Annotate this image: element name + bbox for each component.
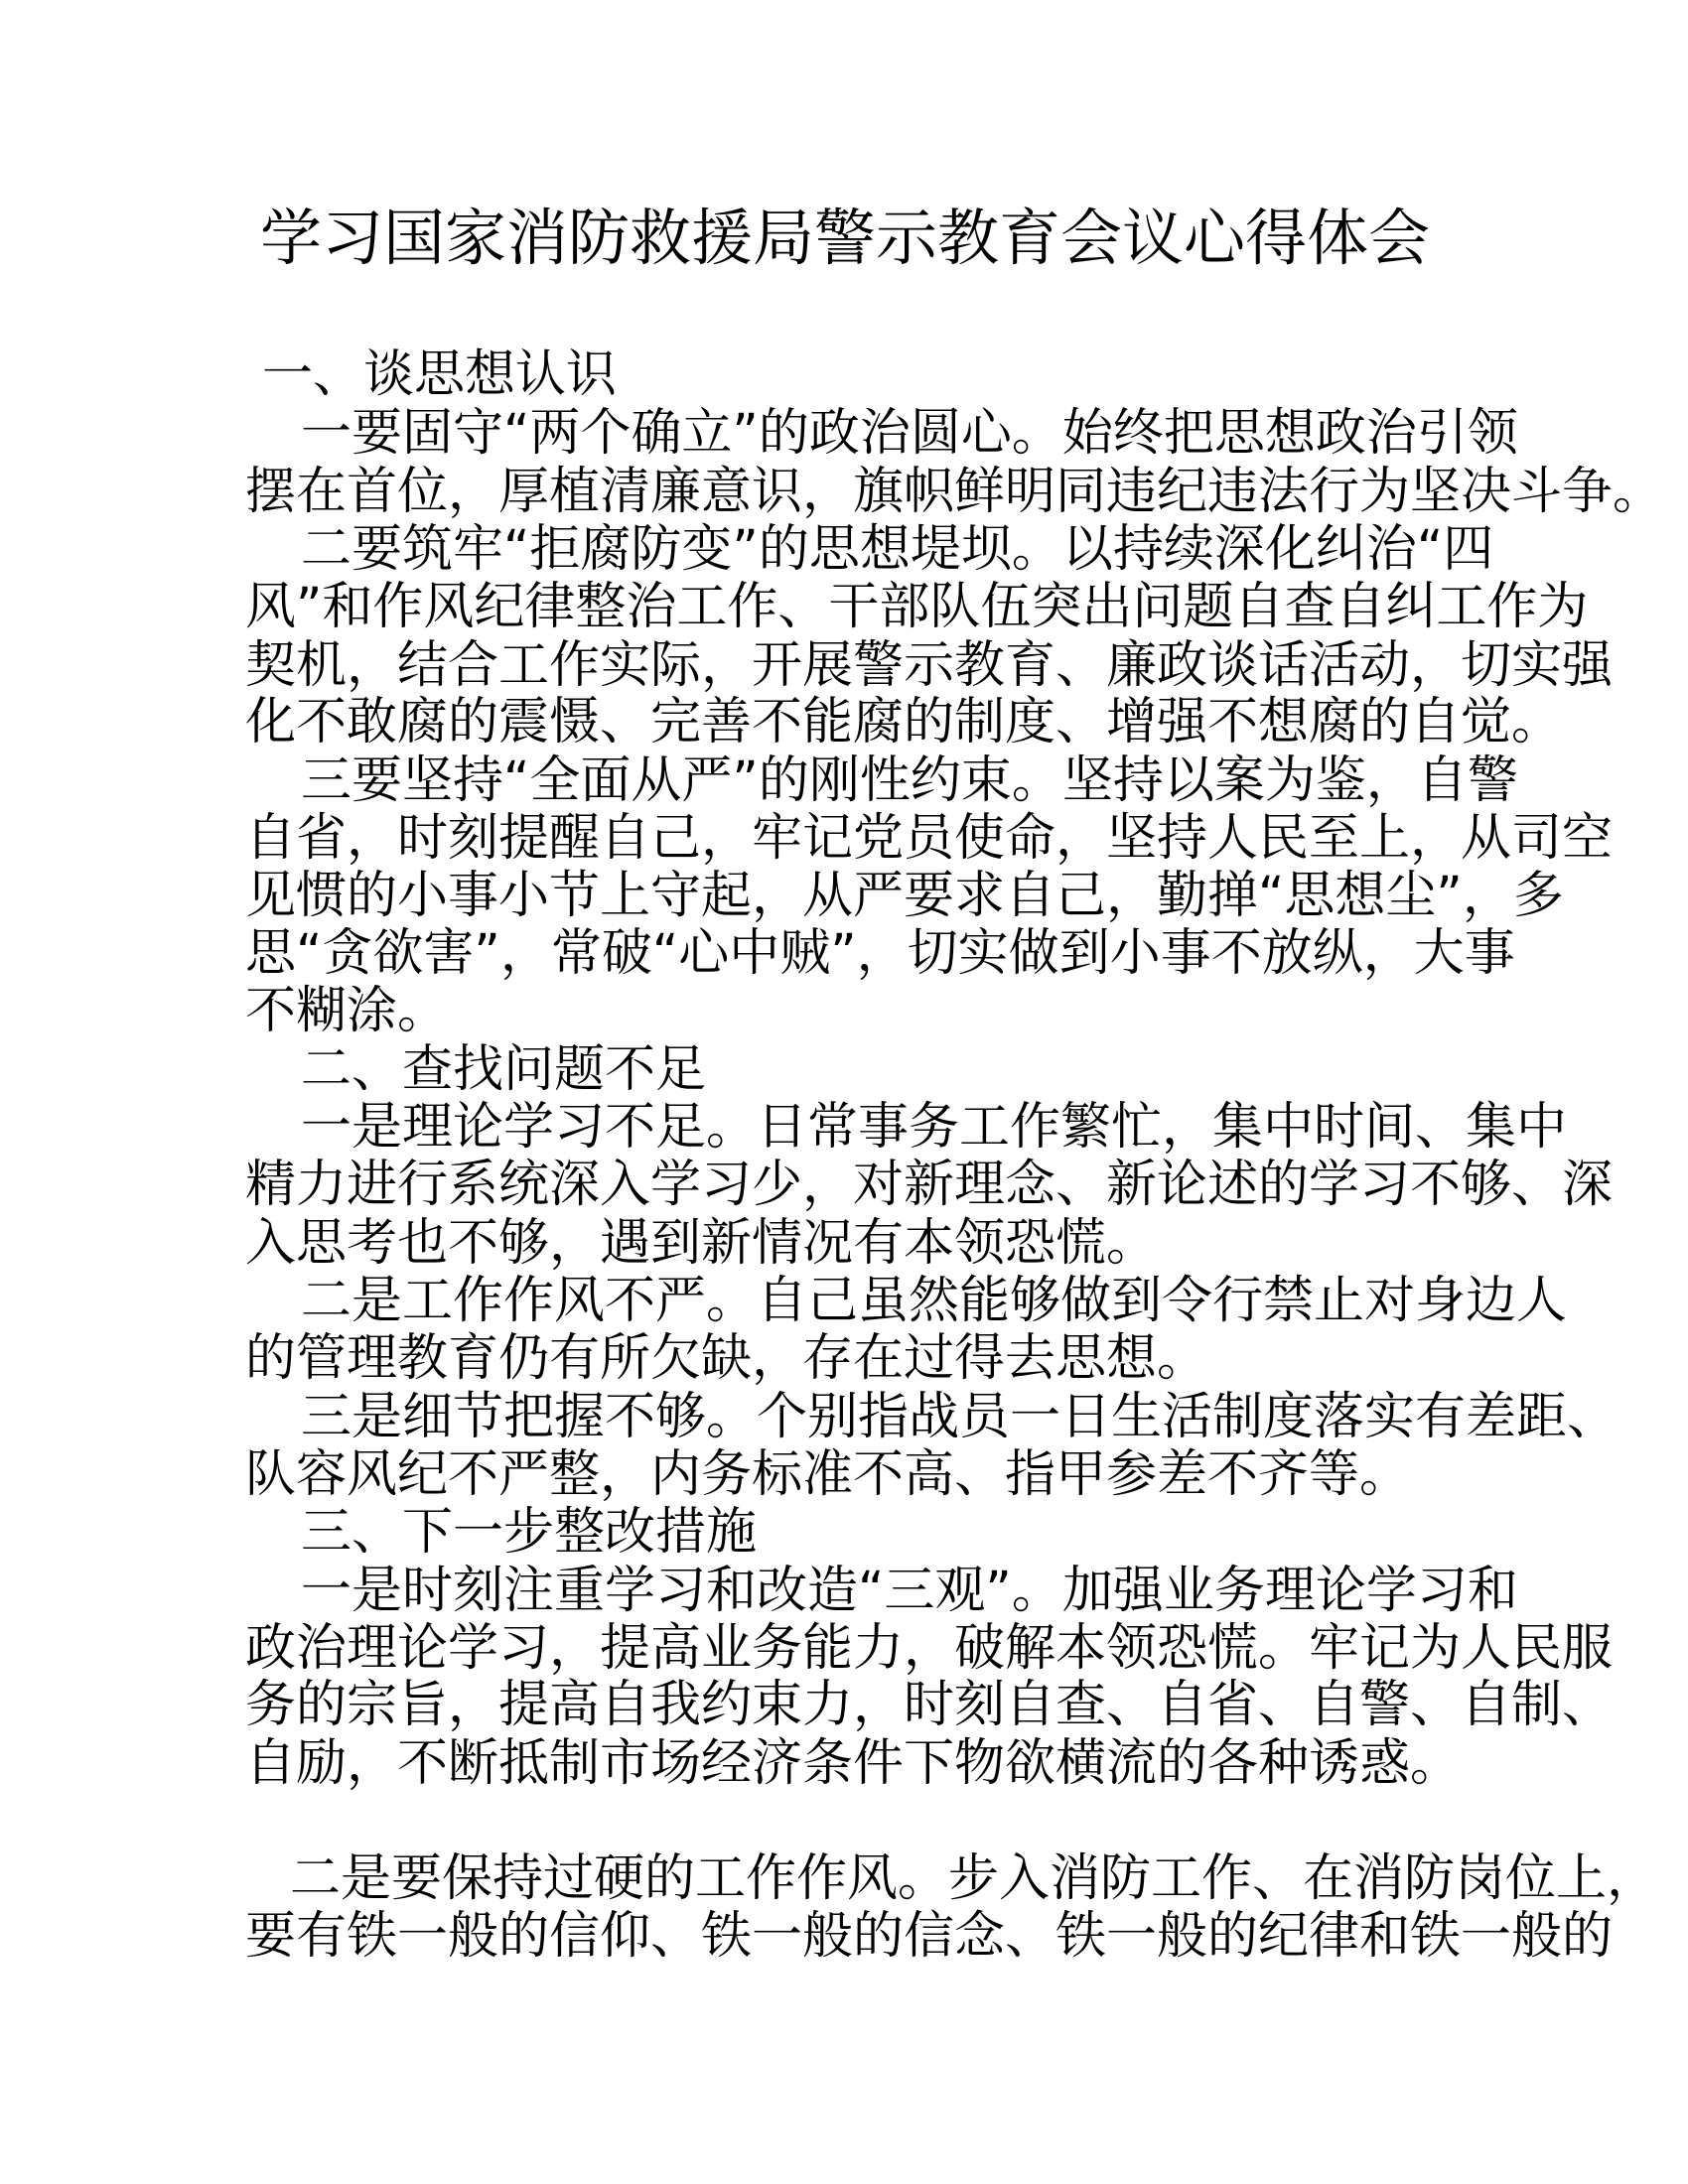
paragraph-line: 入思考也不够，遇到新情况有本领恐慌。	[245, 1214, 1158, 1273]
paragraph-line: 三要坚持“全面从严”的刚性约束。坚持以案为鉴，自警	[301, 751, 1518, 810]
paragraph-line: 自省，时刻提醒自己，牢记党员使命，坚持人民至上，从司空	[245, 809, 1614, 868]
paragraph-line: 队容风纪不严整，内务标准不高、指甲参差不齐等。	[245, 1445, 1411, 1504]
paragraph-line: 要有铁一般的信仰、铁一般的信念、铁一般的纪律和铁一般的	[245, 1907, 1614, 1966]
paragraph-line: 政治理论学习，提高业务能力，破解本领恐慌。牢记为人民服	[245, 1619, 1614, 1678]
paragraph-line: 风”和作风纪律整治工作、干部队伍突出问题自查自纠工作为	[245, 578, 1589, 636]
paragraph-line: 的管理教育仍有所欠缺，存在过得去思想。	[245, 1329, 1208, 1388]
paragraph-line: 摆在首位，厚植清廉意识，旗帜鲜明同违纪违法行为坚决斗争。	[245, 463, 1664, 521]
section-heading: 三、下一步整改措施	[301, 1503, 758, 1562]
paragraph-line: 一要固守“两个确立”的政治圆心。始终把思想政治引领	[301, 404, 1518, 463]
paragraph-line: 三是细节把握不够。个别指战员一日生活制度落实有差距、	[301, 1388, 1618, 1446]
paragraph-line: 一是时刻注重学习和改造“三观”。加强业务理论学习和	[301, 1562, 1518, 1620]
document-title: 学习国家消防救援局警示教育会议心得体会	[260, 202, 1431, 274]
paragraph-line: 二是工作作风不严。自己虽然能够做到令行禁止对身边人	[301, 1272, 1568, 1330]
paragraph-line: 二要筑牢“拒腐防变”的思想堤坝。以持续深化纠治“四	[301, 520, 1494, 579]
paragraph-line: 精力进行系统深入学习少，对新理念、新论述的学习不够、深	[245, 1156, 1614, 1214]
paragraph-line: 一是理论学习不足。日常事务工作繁忙，集中时间、集中	[301, 1098, 1568, 1157]
paragraph-line: 二是要保持过硬的工作作风。步入消防工作、在消防岗位上，	[290, 1849, 1658, 1908]
paragraph-line: 不糊涂。	[245, 982, 449, 1040]
paragraph-line: 契机，结合工作实际，开展警示教育、廉政谈话活动，切实强	[245, 636, 1614, 695]
section-heading: 二、查找问题不足	[301, 1040, 707, 1099]
section-heading: 一、谈思想认识	[262, 345, 618, 404]
paragraph-line: 见惯的小事小节上守起，从严要求自己，勤掸“思想尘”，多	[245, 867, 1564, 925]
paragraph-line: 思“贪欲害”，常破“心中贼”，切实做到小事不放纵，大事	[245, 924, 1515, 983]
paragraph-line: 自励，不断抵制市场经济条件下物欲横流的各种诱惑。	[245, 1734, 1462, 1793]
paragraph-line: 务的宗旨，提高自我约束力，时刻自查、自省、自警、自制、	[245, 1676, 1614, 1734]
paragraph-line: 化不敢腐的震慑、完善不能腐的制度、增强不想腐的自觉。	[245, 693, 1563, 751]
